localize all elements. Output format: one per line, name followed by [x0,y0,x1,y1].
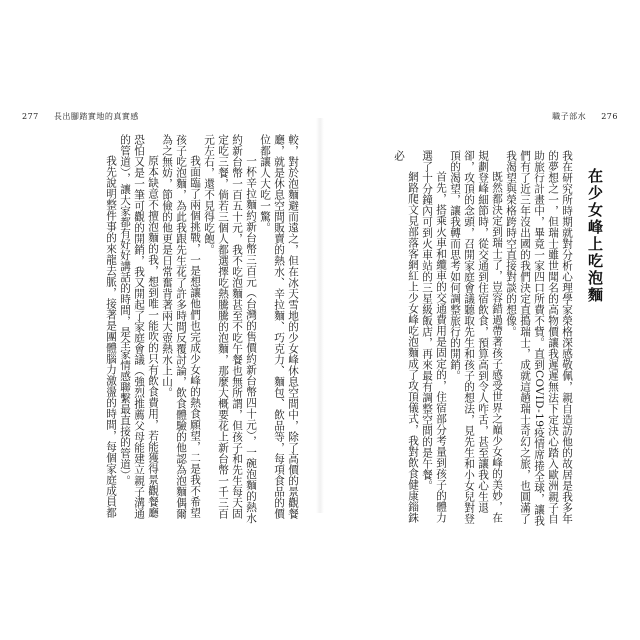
right-page-number: 276 [601,112,618,121]
right-paragraph-3: 首先，搭乘火車和纜車的交通費用是固定的，住宿部分考量到孩子的體力選了十分鐘內可到火車站的三星級飯店，再來最有調整空間的是午餐。 [421,150,447,524]
left-paragraph-3: 我面臨了兩個挑戰，一是想讓他們也完成少女峰的熱食願望，二是我不希望孩子吃泡麵，為此我跟先生花了許多時間反覆討論，飲食體驗的他認為泡麵偶爾為之無妨，節儉的他更是日常奮背著兩大壺熱水上山。 [161,134,201,519]
right-page-header [552,111,618,122]
left-paragraph-2: 一杯辛拉麵約新台幣三百元（台灣的售價約新台幣四十元），一碗泡麵的熱水約新台幣一百五十元，我不吃泡麵甚至不吃午餐也無所謂，但孩子和先生每天固定吃三餐，倘若三個人都選擇吃熱騰騰的泡麵，那麼大概要花上新台幣一千三百元左右，還不見得吃飽。 [203,134,257,524]
right-paragraph-4: 網路爬文見部落客網紅上少女峰吃泡麵成了攻頂儀式，我對飲食健康錙銖必 [393,150,419,524]
left-paragraph-5: 我先說明整件事的來龍去脈，接著是團體腦力激盪的時間，每個家庭成員都 [105,155,117,519]
right-paragraph-2: 既然都決定到瑞士了，豈容錯過帶著孩子感受世界之巔少女峰的美妙，在規劃登峰細節時，從交通到住宿飲食，預算高到令人咋舌，甚至讓我心生退卻，攻頂的念頭，召開家庭會議聽取先生和孩子的想法，見先生和小女兒對登頂的渴望，讓我轉而思考如何調整旅行的開銷。 [449,150,503,524]
right-page-body [342,150,574,528]
right-running-head: 職子部水 [552,112,587,121]
right-paragraph-1: 我在研究所時期就對分析心理學家榮格深感敬佩，親自造訪他的故居是我多年的夢想之一，但瑞士雖世聞名的高物價讓我遲遲無法下定決心踏入歐洲親子自助旅行計畫中，畢竟一家四口所費不貲。直到COVID-19疫情席捲全球，讓我們有了近三年沒出國的我們決定直搗瑞士，成就這趟瑞士奇幻之旅，也圓滿了我渴望與榮格跨時空直接對談的想像。 [505,150,573,527]
left-paragraph-1: 較，對於泡麵避而遠之，但在冰天雪地的少女峰休息空間中，除了高價的景觀餐廳，就是休息空間販賣的熱水、辛拉麵、巧克力、麵包、飲品等，每項食品的價位都讓人大吃一驚。 [259,134,299,519]
left-running-head: 長出腳踏實地的真實感 [53,112,139,121]
left-page-header [22,111,139,122]
book-gutter [316,118,324,513]
section-title: 在少女峰上吃泡麵 [586,168,604,304]
left-page-body [18,134,300,526]
left-paragraph-4: 原本缺意不擅泡麵的我，想到唯一能吹的只有飲食費用，若能獲得景觀餐廳恐怕又是一筆可觀的開銷，我又開起了家庭會議（強烈推薦父母能建立親子溝通的管道），讓大家都有好好講話的時間，是全家情感聯繫最直接的管道）。 [119,134,159,519]
left-page-number: 277 [22,112,39,121]
